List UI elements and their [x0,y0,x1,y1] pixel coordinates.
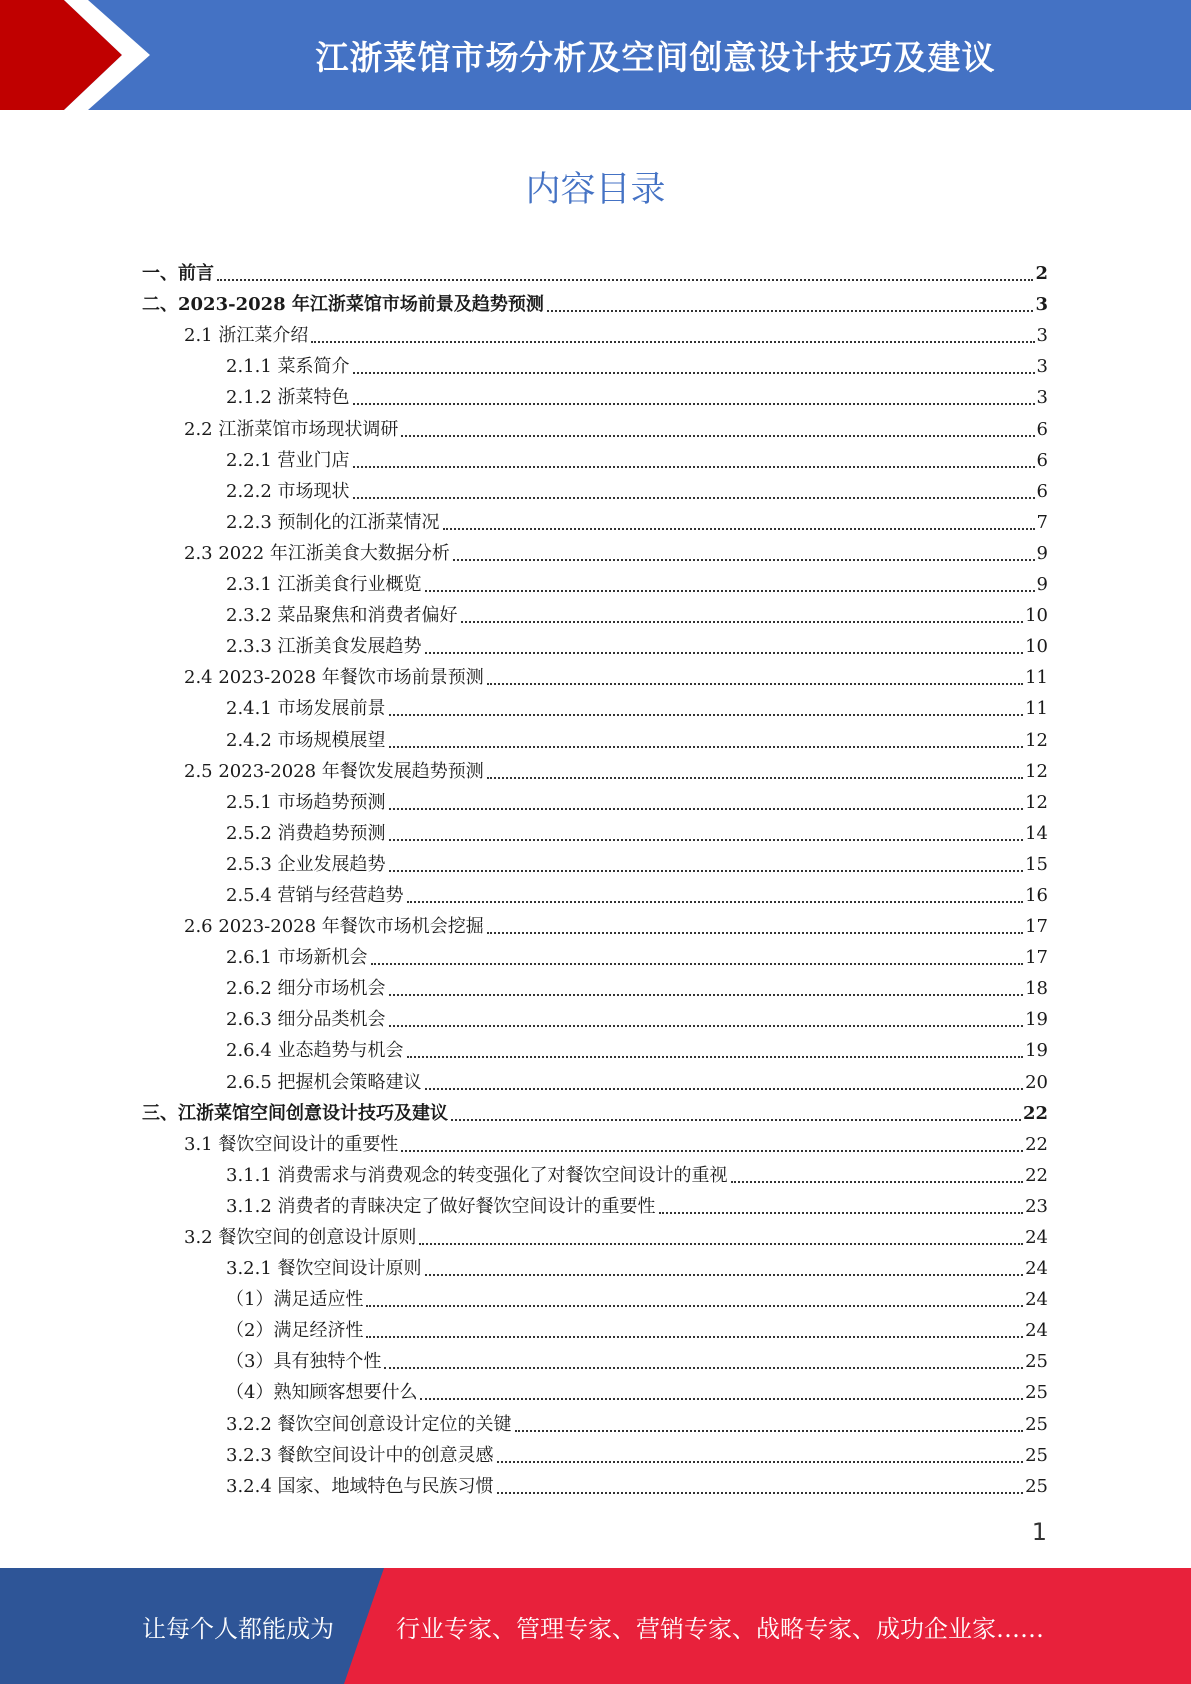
toc-entry[interactable] [142,938,1048,969]
toc-dot-leader [407,900,1024,903]
footer-slogan-right: 行业专家、管理专家、营销专家、战略专家、成功企业家…… [396,1614,1044,1643]
toc-entry-page: 7 [1036,511,1048,533]
toc-entry[interactable] [142,441,1048,472]
toc-entry-label: 2.1.1 菜系简介 [226,356,350,378]
toc-dot-leader [487,776,1023,779]
header-banner [0,0,1191,110]
toc-dot-leader [419,1242,1023,1245]
toc-entry-page: 10 [1025,636,1048,658]
toc-entry[interactable] [142,627,1048,658]
toc-entry-label: 一、前言 [142,263,214,285]
toc-entry[interactable] [142,534,1048,565]
toc-entry[interactable] [142,1094,1048,1125]
toc-entry-label: 2.4.2 市场规模展望 [226,729,386,751]
toc-entry[interactable] [142,658,1048,689]
toc-entry-label: 3.2.2 餐饮空间创意设计定位的关键 [226,1413,512,1435]
toc-dot-leader [389,869,1024,872]
toc-entry-label: 2.2.1 营业门店 [226,449,350,471]
toc-dot-leader [497,1491,1024,1494]
toc-entry[interactable] [142,689,1048,720]
toc-dot-leader [451,1118,1021,1121]
toc-dot-leader [353,371,1035,374]
toc-entry-page: 22 [1025,1133,1048,1155]
toc-entry-page: 25 [1025,1351,1048,1373]
toc-dot-leader [353,496,1035,499]
toc-entry-label: （4）熟知顾客想要什么 [226,1382,418,1404]
toc-entry-page: 22 [1025,1164,1048,1186]
toc-entry-label: 2.2.2 市场现状 [226,480,350,502]
toc-entry-page: 12 [1025,791,1048,813]
toc-dot-leader [515,1429,1024,1432]
toc-entry[interactable] [142,1311,1048,1342]
toc-dot-leader [371,962,1024,965]
toc-entry-page: 11 [1025,667,1048,689]
toc-entry-page: 6 [1036,480,1048,502]
toc-entry-label: 3.2 餐饮空间的创意设计原则 [184,1227,417,1248]
toc-dot-leader [659,1211,1024,1214]
toc-dot-leader [389,713,1024,716]
footer-slogan-left: 让每个人都能成为 [142,1614,334,1643]
toc-dot-leader [217,278,1033,281]
toc-entry-label: 3.1.1 消费需求与消费观念的转变强化了对餐饮空间设计的重视 [226,1164,728,1186]
toc-entry-label: （3）具有独特个性 [226,1351,382,1373]
toc-entry[interactable] [142,1218,1048,1249]
toc-entry-label: 3.2.4 国家、地域特色与民族习惯 [226,1475,494,1497]
toc-dot-leader [384,1366,1023,1369]
toc-entry[interactable] [142,907,1048,938]
toc-entry-page: 6 [1036,418,1048,440]
toc-dot-leader [389,993,1024,996]
toc-entry-page: 6 [1036,449,1048,471]
toc-entry[interactable] [142,596,1048,627]
toc-dot-leader [425,1273,1024,1276]
toc-entry-label: （1）满足适应性 [226,1289,364,1311]
toc-entry-page: 12 [1025,760,1048,782]
toc-entry-label: 3.1.2 消费者的青睐决定了做好餐饮空间设计的重要性 [226,1195,656,1217]
toc-entry[interactable] [142,1031,1048,1062]
toc-entry-label: 2.5.1 市场趋势预测 [226,791,386,813]
toc-entry-label: 三、江浙菜馆空间创意设计技巧及建议 [142,1102,448,1124]
toc-entry[interactable] [142,565,1048,596]
toc-dot-leader [353,402,1035,405]
toc-dot-leader [311,340,1034,343]
toc-dot-leader [366,1335,1023,1338]
toc-entry-page: 11 [1025,698,1048,720]
toc-entry-label: 2.2.3 预制化的江浙菜情况 [226,511,440,533]
toc-dot-leader [401,434,1034,437]
toc-entry[interactable] [142,316,1048,347]
toc-entry[interactable] [142,845,1048,876]
toc-entry[interactable] [142,409,1048,440]
toc-entry[interactable] [142,1436,1048,1467]
toc-entry-label: 3.2.3 餐飲空间设计中的创意灵感 [226,1444,494,1466]
toc-entry[interactable] [142,378,1048,409]
toc-entry-page: 20 [1025,1071,1048,1093]
toc-heading: 内容目录 [525,170,666,210]
toc-entry[interactable] [142,876,1048,907]
toc-dot-leader [420,1397,1023,1400]
toc-entry[interactable] [142,1280,1048,1311]
toc-entry-label: 2.5.4 营销与经营趋势 [226,884,404,906]
toc-entry-label: 2.6 2023-2028 年餐饮市场机会挖掘 [184,916,484,938]
toc-dot-leader [547,309,1034,312]
page-number: 1 [1031,1518,1047,1546]
toc-entry[interactable] [142,285,1048,316]
toc-entry-label: 2.5.3 企业发展趋势 [226,853,386,875]
toc-entry[interactable] [142,1373,1048,1404]
toc-entry-page: 9 [1036,574,1048,596]
toc-dot-leader [443,527,1035,530]
toc-entry-label: 2.3.3 江浙美食发展趋势 [226,636,422,658]
toc-entry-page: 24 [1025,1320,1048,1342]
toc-entry[interactable] [142,254,1048,285]
toc-entry[interactable] [142,1125,1048,1156]
toc-entry[interactable] [142,347,1048,378]
toc-entry[interactable] [142,1342,1048,1373]
toc-dot-leader [389,745,1024,748]
toc-entry-label: 2.3.2 菜品聚焦和消费者偏好 [226,605,458,627]
toc-dot-leader [487,931,1023,934]
toc-entry-page: 23 [1025,1195,1048,1217]
toc-entry-label: 2.1.2 浙菜特色 [226,387,350,409]
toc-entry[interactable] [142,1062,1048,1093]
toc-entry-page: 3 [1036,387,1048,409]
toc-entry[interactable] [142,1249,1048,1280]
toc-entry-page: 12 [1025,729,1048,751]
toc-entry-label: 2.1 浙江菜介绍 [184,325,309,347]
toc-dot-leader [389,807,1024,810]
toc-entry-label: 2.6.4 业态趋势与机会 [226,1040,404,1062]
toc-entry-page: 15 [1025,853,1048,875]
toc-entry[interactable] [142,1187,1048,1218]
toc-dot-leader [487,682,1023,685]
toc-entry-page: 22 [1022,1102,1048,1124]
toc-dot-leader [453,558,1035,561]
toc-entry-page: 9 [1036,542,1048,564]
toc-dot-leader [425,1087,1024,1090]
toc-entry[interactable] [142,969,1048,1000]
toc-entry-label: 2.6.3 细分品类机会 [226,1009,386,1031]
toc-entry-page: 3 [1036,325,1048,347]
toc-dot-leader [401,1149,1023,1152]
toc-entry-label: 3.1 餐饮空间设计的重要性 [184,1133,399,1155]
toc-entry-page: 25 [1025,1382,1048,1404]
toc-dot-leader [497,1460,1024,1463]
toc-entry-page: 17 [1025,916,1048,938]
toc-entry-page: 10 [1025,605,1048,627]
toc-entry-label: （2）满足经济性 [226,1320,364,1342]
toc-entry[interactable] [142,814,1048,845]
toc-entry-page: 14 [1025,822,1048,844]
toc-entry-label: 2.3 2022 年江浙美食大数据分析 [184,542,450,564]
toc-entry-label: 2.5 2023-2028 年餐饮发展趋势预测 [184,760,484,782]
toc-dot-leader [425,651,1024,654]
toc-entry[interactable] [142,720,1048,751]
footer-banner [0,1568,1191,1684]
toc-entry-label: 二、2023-2028 年江浙菜馆市场前景及趋势预测 [142,294,544,316]
toc-entry-page: 24 [1025,1289,1048,1311]
toc-entry-page: 25 [1025,1413,1048,1435]
toc-entry-page: 19 [1025,1040,1048,1062]
toc-entry[interactable] [142,503,1048,534]
toc-entry-page: 24 [1025,1258,1048,1280]
toc-entry[interactable] [142,1156,1048,1187]
toc-entry[interactable] [142,752,1048,783]
toc-entry[interactable] [142,1404,1048,1435]
toc-dot-leader [366,1304,1023,1307]
toc-entry-label: 2.5.2 消费趋势预测 [226,822,386,844]
toc-entry-page: 25 [1025,1444,1048,1466]
toc-entry-page: 18 [1025,978,1048,1000]
toc-dot-leader [389,1024,1024,1027]
table-of-contents [142,254,1048,1498]
toc-entry-label: 2.4 2023-2028 年餐饮市场前景预测 [184,667,484,689]
toc-entry[interactable] [142,472,1048,503]
toc-entry-label: 2.6.5 把握机会策略建议 [226,1071,422,1093]
toc-entry[interactable] [142,783,1048,814]
toc-entry-page: 24 [1025,1227,1048,1248]
toc-entry-page: 3 [1036,356,1048,378]
toc-entry-page: 3 [1035,294,1048,316]
toc-entry-page: 25 [1025,1475,1048,1497]
toc-dot-leader [353,465,1035,468]
toc-entry-label: 2.4.1 市场发展前景 [226,698,386,720]
toc-dot-leader [731,1180,1024,1183]
toc-entry[interactable] [142,1000,1048,1031]
toc-entry-label: 2.6.1 市场新机会 [226,947,368,969]
toc-dot-leader [425,589,1035,592]
toc-entry-label: 2.3.1 江浙美食行业概览 [226,574,422,596]
toc-entry[interactable] [142,1467,1048,1498]
toc-entry-page: 2 [1035,263,1048,285]
toc-entry-page: 19 [1025,1009,1048,1031]
document-title: 江浙菜馆市场分析及空间创意设计技巧及建议 [315,37,996,77]
toc-dot-leader [407,1055,1024,1058]
toc-dot-leader [461,620,1024,623]
toc-dot-leader [389,838,1024,841]
toc-entry-page: 16 [1025,884,1048,906]
toc-entry-page: 17 [1025,947,1048,969]
toc-entry-label: 2.6.2 细分市场机会 [226,978,386,1000]
toc-entry-label: 2.2 江浙菜馆市场现状调研 [184,418,399,440]
toc-entry-label: 3.2.1 餐饮空间设计原则 [226,1258,422,1280]
